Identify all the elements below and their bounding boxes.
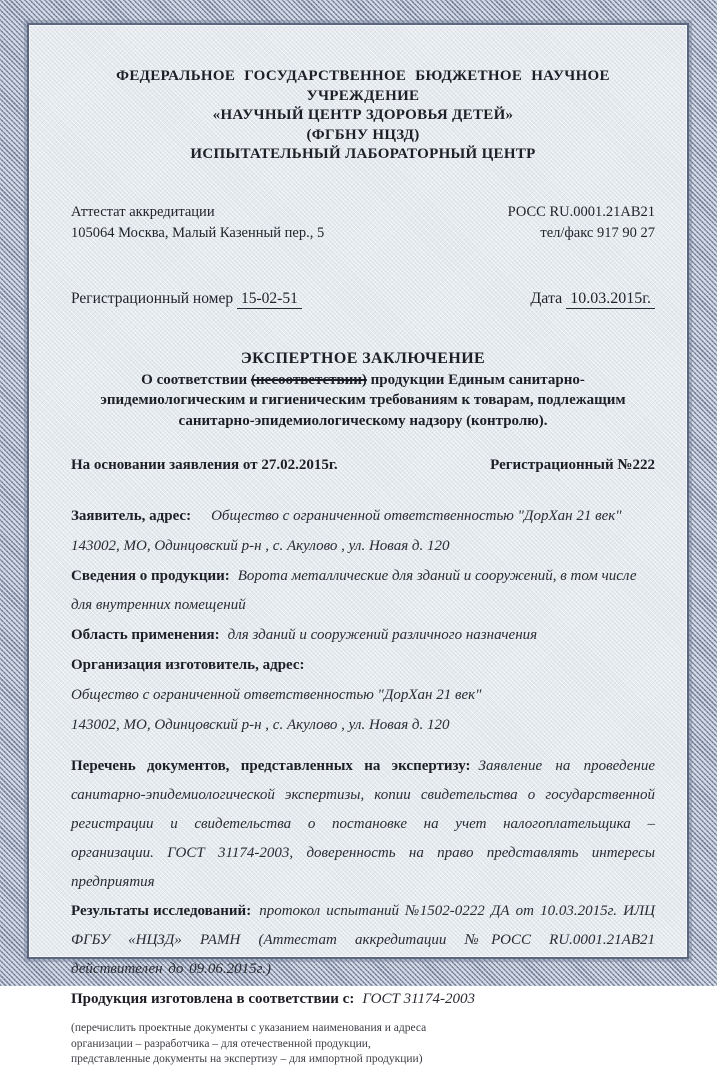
- date-value: 10.03.2015г.: [566, 290, 655, 309]
- applicant-value: Общество с ограниченной ответственностью "ДорХан 21 век": [211, 508, 622, 524]
- document-subtitle: [71, 370, 655, 432]
- results-label: Результаты исследований:: [71, 903, 252, 919]
- accreditation-block: [71, 202, 655, 244]
- registration-badge: Регистрационный №222: [490, 457, 655, 473]
- date-label: Дата: [530, 289, 563, 307]
- document-title: ЭКСПЕРТНОЕ ЗАКЛЮЧЕНИЕ: [240, 349, 486, 367]
- field-manufacturer: [71, 651, 655, 680]
- field-product: [71, 562, 655, 620]
- org-name-line1: ФЕДЕРАЛЬНОЕ ГОСУДАРСТВЕННОЕ БЮДЖЕТНОЕ НАУЧНОЕ УЧРЕЖДЕНИЕ: [116, 68, 610, 104]
- field-applicant: [71, 502, 655, 531]
- accreditation-number-block: [508, 202, 655, 244]
- document-title-block: [71, 350, 655, 432]
- results-value: протокол испытаний №1502-0222 ДА от 10.03.2015г. ИЛЦ ФГБУ «НЦЗД» РАМН (Аттестат аккредитации №РОСС RU.0001.21АВ21 действителен до 09.06.2015г.): [71, 903, 655, 977]
- organization-header: [71, 67, 655, 165]
- applicant-label: Заявитель, адрес:: [71, 508, 192, 524]
- basis-row: [71, 457, 655, 474]
- manufacturer-value: Общество с ограниченной ответственностью "ДорХан 21 век": [71, 687, 482, 703]
- date-group: [530, 290, 655, 308]
- registration-number-label: Регистрационный номер: [71, 289, 234, 307]
- registration-row: [71, 290, 655, 308]
- manufacturer-address: 143002, МО, Одинцовский р-н , с. Акулово , ул. Новая д. 120: [71, 717, 450, 733]
- subtitle-line1: [71, 370, 655, 391]
- subtitle-line2: эпидемиологическим и гигиеническим требованиям к товарам, подлежащим: [100, 392, 626, 408]
- subtitle-line3: санитарно-эпидемиологическому надзору (контролю).: [178, 412, 548, 429]
- documents-value: Заявление на проведение санитарно-эпидемиологической экспертизы, копии свидетельства о государственной регистрации и свидетельства о постановке на учет налогоплательщика – организации. ГОСТ 31174-2003, доверенность на право представлять интересы предприятия: [71, 758, 655, 890]
- field-scope: [71, 621, 655, 650]
- standard-label: Продукция изготовлена в соответствии с:: [71, 991, 355, 1007]
- scope-value: для зданий и сооружений различного назначения: [227, 627, 538, 643]
- field-standard: [71, 985, 655, 1014]
- registration-number-value: 15-02-51: [237, 290, 302, 309]
- product-label: Сведения о продукции:: [71, 568, 230, 584]
- product-value: Ворота металлические для зданий и сооружений, в том числе для внутренних помещений: [71, 568, 637, 613]
- subtitle-after: продукции Единым санитарно-: [366, 371, 585, 388]
- accreditation-phone: тел/факс 917 90 27: [540, 224, 655, 241]
- fields-section: [71, 502, 655, 1014]
- standard-value: ГОСТ 31174-2003: [362, 991, 475, 1007]
- org-abbreviation: (ФГБНУ НЦЗД): [306, 126, 420, 143]
- field-results: [71, 897, 655, 984]
- subtitle-before: О соответствии: [141, 371, 251, 388]
- accreditation-label: Аттестат аккредитации: [71, 203, 215, 220]
- certificate-content: [29, 25, 687, 1065]
- documents-label: Перечень документов, представленных на экспертизу:: [71, 758, 471, 774]
- accreditation-street: 105064 Москва, Малый Казенный пер., 5: [71, 224, 325, 241]
- field-documents: [71, 752, 655, 897]
- scope-label: Область применения:: [71, 627, 220, 643]
- org-lab-center: ИСПЫТАТЕЛЬНЫЙ ЛАБОРАТОРНЫЙ ЦЕНТР: [190, 146, 536, 162]
- accreditation-number: РОСС RU.0001.21АВ21: [507, 203, 655, 220]
- manufacturer-label: Организация изготовитель, адрес:: [71, 657, 305, 673]
- accreditation-address: [71, 202, 324, 244]
- subtitle-struck-word: (несоответствии): [250, 371, 367, 388]
- applicant-address: 143002, МО, Одинцовский р-н , с. Акулово , ул. Новая д. 120: [71, 538, 450, 554]
- certificate-inner-frame: [27, 23, 689, 1065]
- registration-number-group: [71, 290, 302, 308]
- org-name-line2: «НАУЧНЫЙ ЦЕНТР ЗДОРОВЬЯ ДЕТЕЙ»: [212, 107, 514, 123]
- basis-statement: На основании заявления от 27.02.2015г.: [71, 457, 338, 473]
- footnote: (перечислить проектные документы с указанием наименования и адреса организации – разработчика – для отечественной продукции, представленные документы на экспертизу – для импортной продукции): [71, 1022, 427, 1065]
